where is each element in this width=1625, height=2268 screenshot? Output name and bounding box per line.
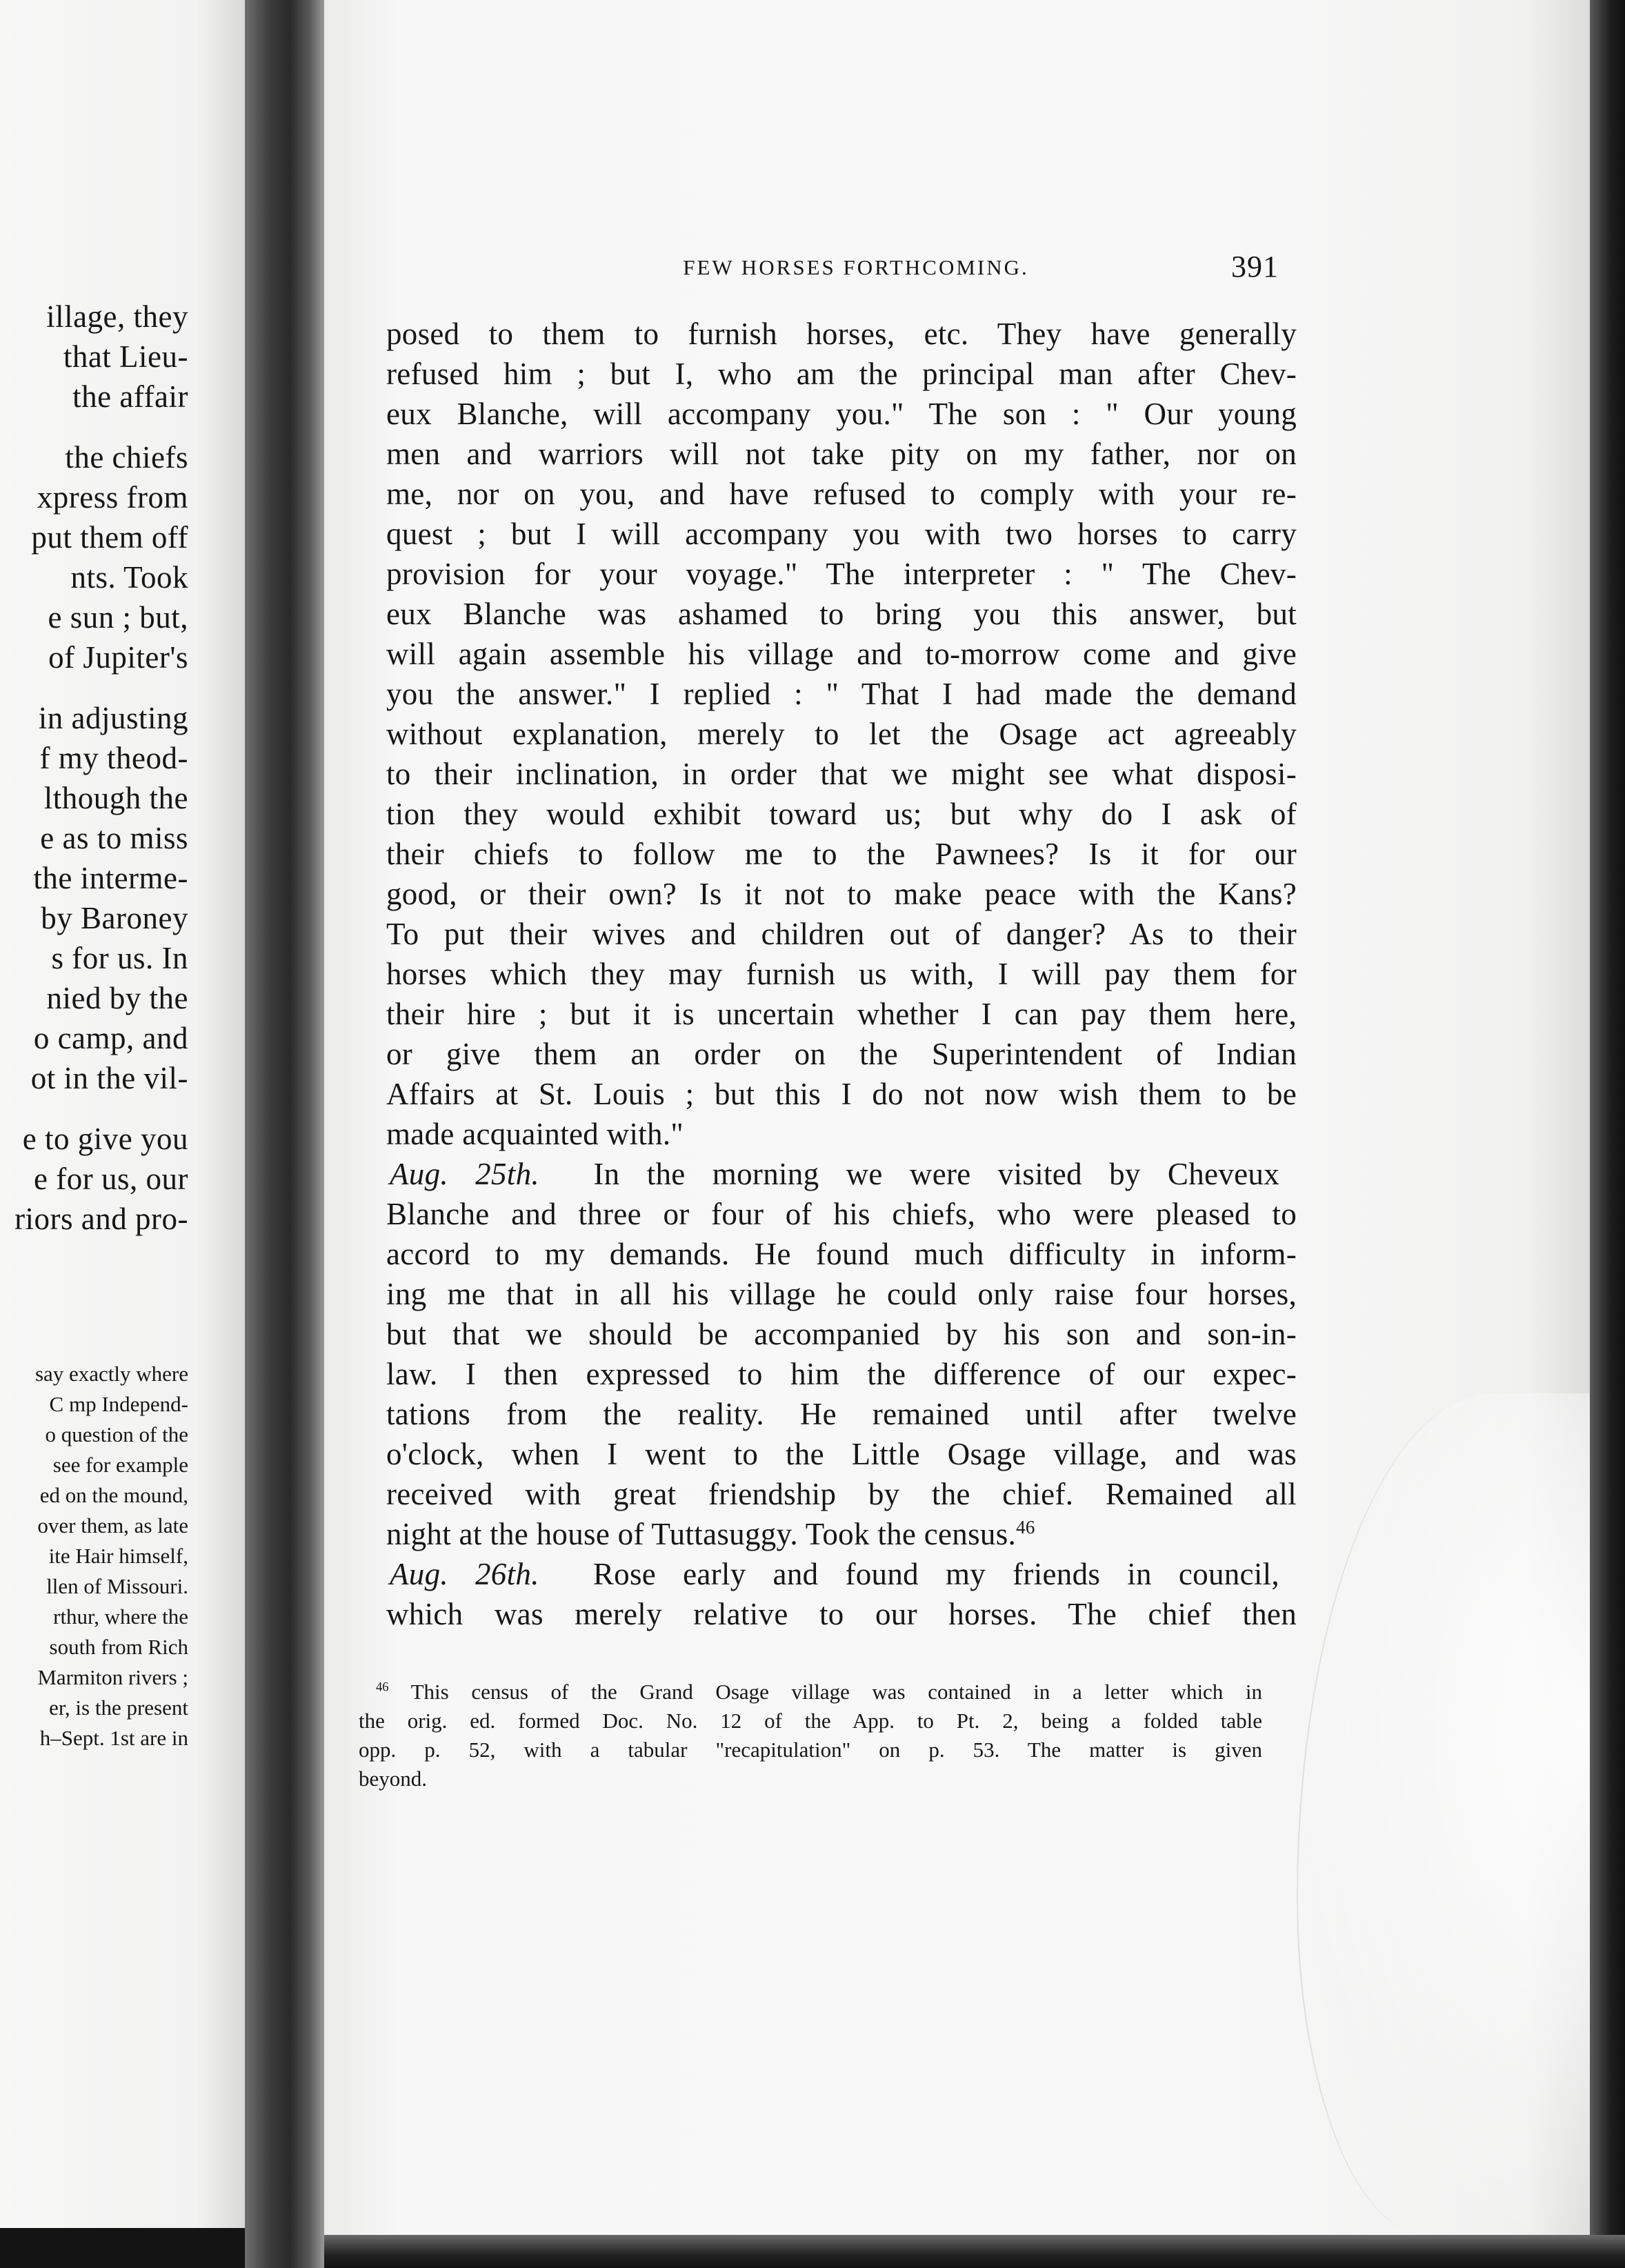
diary-entry-aug-26 <box>390 1554 1279 1594</box>
footnote-line: beyond. <box>359 1767 428 1791</box>
text-line: provision for your voyage." The interpreter : " The Chev- <box>386 557 1297 591</box>
left-text-line: s for us. In <box>51 941 188 975</box>
left-footnote-line: over them, as late <box>37 1513 188 1538</box>
left-footnote-line: Marmiton rivers ; <box>37 1665 188 1689</box>
footnote <box>376 1678 1262 1707</box>
left-footnote-line: h–Sept. 1st are in <box>39 1726 188 1750</box>
text-line: men and warriors will not take pity on my father, nor on <box>386 437 1297 471</box>
left-text-line: ot in the vil- <box>30 1061 188 1095</box>
text-line: received with great friendship by the chief. Remained all <box>386 1477 1297 1511</box>
text-line: to their inclination, in order that we might see what disposi- <box>386 757 1297 791</box>
text-line: their chiefs to follow me to the Pawnees? Is it for our <box>386 837 1297 871</box>
text-line: me, nor on you, and have refused to comply with your re- <box>386 477 1297 511</box>
left-text-line: the affair <box>72 379 188 414</box>
left-text-line: put them off <box>31 520 188 555</box>
left-footnote-line: south from Rich <box>49 1635 188 1659</box>
left-text-line: nts. Took <box>70 560 188 595</box>
left-text-line: by Baroney <box>41 901 188 935</box>
text-line: o'clock, when I went to the Little Osage village, and was <box>386 1437 1297 1471</box>
text-line: accord to my demands. He found much difficulty in inform- <box>386 1237 1297 1271</box>
left-text-line: e sun ; but, <box>48 600 188 635</box>
text-line <box>386 1514 1297 1554</box>
text-line: will again assemble his village and to-morrow come and give <box>386 637 1297 671</box>
page-bottom-shadow <box>324 2235 1625 2268</box>
entry-date: Aug. 25th. <box>390 1157 539 1191</box>
entry-text: In the morning we were visited by Cheveux <box>593 1157 1279 1191</box>
left-footnote-line: o question of the <box>45 1422 188 1446</box>
footnote-line: opp. p. 52, with a tabular "recapitulation" on p. 53. The matter is given <box>359 1738 1262 1762</box>
text-line: without explanation, merely to let the Osage act agreeably <box>386 717 1297 751</box>
left-footnote-line: er, is the present <box>49 1695 188 1720</box>
page-edge-shadow <box>1590 0 1625 2268</box>
left-text-line: f my theod- <box>39 741 188 775</box>
text-line: their hire ; but it is uncertain whether I can pay them here, <box>386 997 1297 1031</box>
left-footnote-line: rthur, where the <box>53 1604 188 1629</box>
footnote-text: This census of the Grand Osage village was contained in a letter which in <box>410 1680 1263 1704</box>
text-line: which was merely relative to our horses. The chief then <box>386 1597 1297 1631</box>
left-text-line: lthough the <box>43 781 188 815</box>
left-text-line: e as to miss <box>40 821 188 855</box>
text-line: Affairs at St. Louis ; but this I do not now wish them to be <box>386 1077 1297 1111</box>
footnote-reference: 46 <box>1016 1517 1035 1538</box>
left-footnote-line: say exactly where <box>34 1362 188 1386</box>
left-text-line: the chiefs <box>65 440 188 475</box>
text-line: good, or their own? Is it not to make peace with the Kans? <box>386 877 1297 911</box>
page-number: 391 <box>1231 250 1279 284</box>
text-line: eux Blanche was ashamed to bring you this answer, but <box>386 597 1297 631</box>
text-line: but that we should be accompanied by his son and son-in- <box>386 1317 1297 1351</box>
text-line: refused him ; but I, who am the principal man after Chev- <box>386 357 1297 391</box>
left-footnote-line: ite Hair himself, <box>48 1544 188 1568</box>
left-footnote-line: see for example <box>52 1453 188 1477</box>
text-line: tations from the reality. He remained until after twelve <box>386 1397 1297 1431</box>
text-line: posed to them to furnish horses, etc. They have generally <box>386 317 1297 351</box>
entry-text: Rose early and found my friends in council, <box>592 1557 1279 1591</box>
left-text-line: e for us, our <box>34 1162 188 1196</box>
left-text-line: illage, they <box>46 299 188 334</box>
left-footnote-line: ed on the mound, <box>39 1483 188 1507</box>
text-line: law. I then expressed to him the difference of our expec- <box>386 1357 1297 1391</box>
left-footnote-line: C mp Independ- <box>49 1392 188 1416</box>
text-line: tion they would exhibit toward us; but why do I ask of <box>386 797 1297 831</box>
left-text-line: o camp, and <box>33 1021 188 1055</box>
left-footnote-line: llen of Missouri. <box>46 1574 188 1598</box>
text-line: you the answer." I replied : " That I had made the demand <box>386 677 1297 711</box>
left-text-line: nied by the <box>46 981 188 1015</box>
text-line: To put their wives and children out of danger? As to their <box>386 917 1297 951</box>
entry-date: Aug. 26th. <box>390 1557 539 1591</box>
left-text-line: xpress from <box>37 480 188 515</box>
entry-text: night at the house of Tuttasuggy. Took the census. <box>386 1517 1017 1551</box>
left-page <box>0 0 245 2228</box>
text-line: Blanche and three or four of his chiefs, who were pleased to <box>386 1197 1297 1231</box>
text-line: ing me that in all his village he could only raise four horses, <box>386 1277 1297 1311</box>
left-text-line: that Lieu- <box>63 339 188 374</box>
text-line: eux Blanche, will accompany you." The son : " Our young <box>386 397 1297 431</box>
left-text-line: of Jupiter's <box>48 640 188 675</box>
footnote-line: the orig. ed. formed Doc. No. 12 of the App. to Pt. 2, being a folded table <box>359 1709 1262 1733</box>
left-text-line: riors and pro- <box>14 1202 188 1236</box>
footnote-number: 46 <box>376 1680 389 1695</box>
left-text-line: the interme- <box>33 861 188 895</box>
text-line: made acquainted with." <box>386 1117 684 1151</box>
left-text-line: in adjusting <box>38 701 188 735</box>
text-line: or give them an order on the Superintendent of Indian <box>386 1037 1297 1071</box>
text-line: quest ; but I will accompany you with two horses to carry <box>386 517 1297 551</box>
diary-entry-aug-25 <box>390 1154 1279 1194</box>
running-head: FEW HORSES FORTHCOMING. <box>683 255 1029 279</box>
text-line: horses which they may furnish us with, I will pay them for <box>386 957 1297 991</box>
left-text-line: e to give you <box>22 1122 188 1156</box>
